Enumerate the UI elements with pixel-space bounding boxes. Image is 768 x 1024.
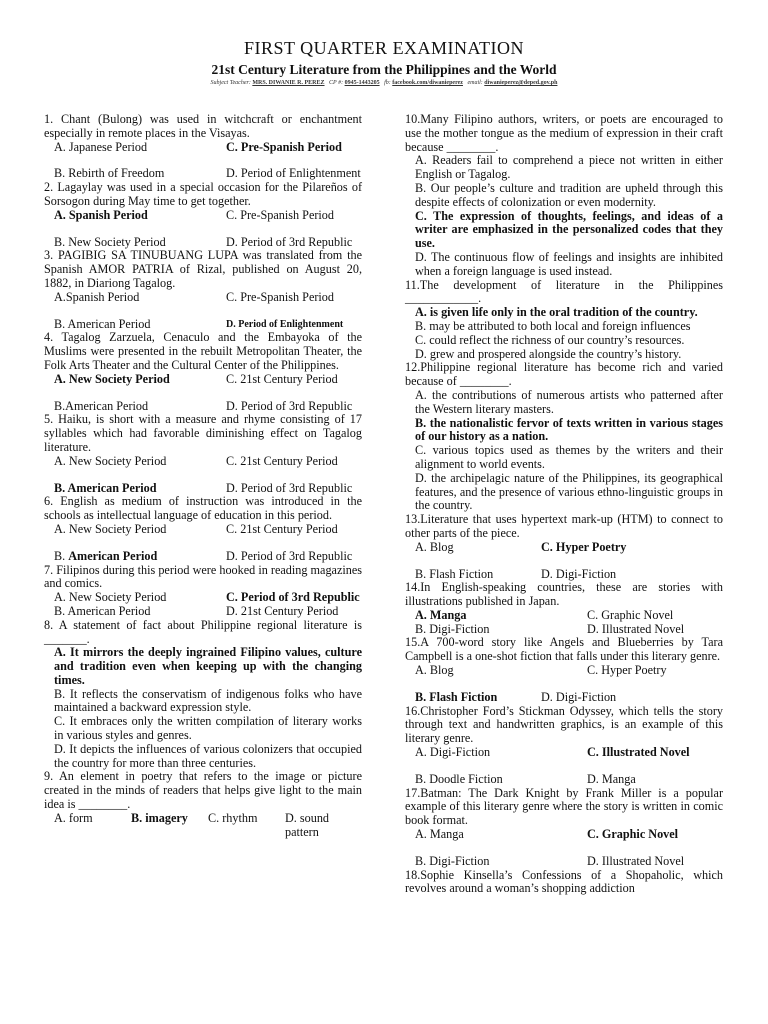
question-16: [405, 705, 723, 787]
option-b-answer[interactable]: B. Flash Fiction: [415, 689, 498, 704]
question-stem: 8. A statement of fact about Philippine regional literature is _______.: [44, 617, 362, 646]
question-stem: 6. English as medium of instruction was introduced in the schools as intellectual language of education in this period.: [44, 494, 362, 523]
option-d[interactable]: D. grew and prospered alongside the country’s history.: [415, 346, 682, 361]
option-c[interactable]: C. 21st Century Period: [226, 453, 338, 468]
option-b[interactable]: B. New Society Period: [54, 234, 166, 249]
question-7: [44, 564, 362, 619]
question-stem: 17.Batman: The Dark Knight by Frank Miller is a popular example of this literary genre where the story is written in comic book format.: [405, 785, 723, 828]
option-a[interactable]: A. Digi-Fiction: [415, 745, 491, 760]
question-stem: 3. PAGIBIG SA TINUBUANG LUPA was translated from the Spanish AMOR PATRIA of Rizal, published on August 20, 1882, in Diariong Tagalog.: [44, 248, 362, 290]
question-stem: 11.The development of literature in the Philippines ____________.: [405, 277, 723, 306]
option-c[interactable]: C. It embraces only the written compilation of literary works in various styles and genres.: [54, 714, 362, 743]
question-4: [44, 331, 362, 413]
question-stem: 7. Filipinos during this period were hooked in reading magazines and comics.: [44, 562, 362, 591]
teacher-label: Subject Teacher:: [210, 80, 251, 86]
option-d[interactable]: D. Illustrated Novel: [587, 621, 685, 636]
left-column: [44, 113, 362, 839]
question-stem: 14.In English-speaking countries, these are stories with illustrations published in Japan.: [405, 580, 723, 609]
option-b-answer[interactable]: [54, 550, 226, 564]
option-a[interactable]: A. New Society Period: [54, 453, 167, 468]
option-c[interactable]: C. various topics used as themes by the writers and their alignment to world events.: [415, 443, 723, 471]
email-link[interactable]: diwanieperez@deped.gov.ph: [484, 80, 558, 86]
question-15: [405, 636, 723, 704]
option-c[interactable]: C. Pre-Spanish Period: [226, 289, 334, 304]
option-b-text: American Period: [68, 548, 158, 563]
option-d[interactable]: D. Digi-Fiction: [541, 689, 617, 704]
question-17: [405, 787, 723, 869]
option-b[interactable]: B. Digi-Fiction: [415, 853, 490, 868]
option-a-answer[interactable]: A. It mirrors the deeply ingrained Filipino values, culture and tradition even when keeping up with the changing times.: [54, 645, 362, 687]
question-14: [405, 581, 723, 636]
option-b[interactable]: B. Digi-Fiction: [415, 621, 490, 636]
option-c[interactable]: C. 21st Century Period: [226, 371, 338, 386]
question-stem: 2. Lagaylay was used in a special occasion for the Pilareños of Sorsogon during May time to get together.: [44, 180, 362, 208]
fb-label: fb:: [384, 80, 391, 86]
option-b[interactable]: B. Our people’s culture and tradition are upheld through this despite effects of colonization or even modernity.: [415, 180, 723, 209]
question-stem: 16.Christopher Ford’s Stickman Odyssey, which tells the story through text and handwritten graphics, is an example of this literary genre.: [405, 703, 723, 746]
option-b[interactable]: B. Flash Fiction: [415, 566, 494, 581]
option-a[interactable]: A. Manga: [415, 827, 464, 842]
option-a[interactable]: A. New Society Period: [54, 590, 167, 605]
option-b[interactable]: B. Doodle Fiction: [415, 771, 503, 786]
question-3: [44, 249, 362, 331]
right-column: [405, 113, 723, 896]
question-6: [44, 495, 362, 563]
option-d[interactable]: D. Digi-Fiction: [541, 566, 617, 581]
option-a[interactable]: A. the contributions of numerous artists who patterned after the Western literary masters.: [415, 387, 723, 416]
option-b-answer[interactable]: B. the nationalistic fervor of texts written in various stages of our history as a nation.: [415, 415, 723, 444]
option-d-answer[interactable]: D. Period of Enlightenment: [226, 318, 344, 330]
cp-number: 0945-1443205: [344, 80, 380, 86]
exam-title: FIRST QUARTER EXAMINATION: [243, 38, 525, 58]
option-b-answer[interactable]: B. American Period: [54, 480, 157, 495]
question-stem: 15.A 700-word story like Angels and Blueberries by Tara Campbell is a one-shot fiction that falls under this literary genre.: [405, 635, 723, 664]
option-d[interactable]: D. 21st Century Period: [226, 603, 339, 618]
option-c[interactable]: C. Pre-Spanish Period: [226, 207, 334, 222]
option-c-answer[interactable]: C. Pre-Spanish Period: [226, 139, 342, 154]
option-a-answer[interactable]: A. is given life only in the oral tradition of the country.: [415, 305, 698, 320]
option-d[interactable]: D. Period of 3rd Republic: [226, 398, 353, 413]
question-1: [44, 113, 362, 181]
question-5: [44, 413, 362, 495]
option-c[interactable]: C. Hyper Poetry: [587, 663, 667, 678]
option-a-answer[interactable]: A. New Society Period: [54, 371, 170, 386]
question-8: [44, 619, 362, 771]
option-a[interactable]: A. New Society Period: [54, 521, 167, 536]
option-c-answer[interactable]: C. Illustrated Novel: [587, 745, 690, 760]
option-b[interactable]: B.American Period: [54, 398, 149, 413]
option-a[interactable]: A. Blog: [415, 539, 454, 554]
email-label: email:: [467, 80, 483, 86]
option-d[interactable]: D. The continuous flow of feelings and insights are inhibited when a foreign language is used instead.: [415, 249, 723, 278]
option-c[interactable]: C. Graphic Novel: [587, 607, 674, 622]
option-d[interactable]: D. Period of 3rd Republic: [226, 234, 353, 249]
option-c-answer[interactable]: C. Graphic Novel: [587, 827, 679, 842]
option-b-answer[interactable]: B. imagery: [131, 810, 188, 825]
fb-link[interactable]: facebook.com/diwanieperez: [392, 80, 463, 86]
question-stem: 10.Many Filipino authors, writers, or poets are encouraged to use the mother tongue as the medium of expression in their craft because ________.: [405, 112, 723, 154]
teacher-name: MRS. DIWANIE R. PEREZ: [252, 80, 325, 86]
option-b[interactable]: B. It reflects the conservatism of indigenous folks who have maintained a backward expression style.: [54, 686, 362, 715]
option-d[interactable]: D. sound pattern: [285, 810, 330, 839]
option-a-answer[interactable]: A. Manga: [415, 607, 467, 622]
option-a-answer[interactable]: A. Spanish Period: [54, 207, 148, 222]
question-12: [405, 361, 723, 513]
option-b[interactable]: B. may be attributed to both local and foreign influences: [415, 318, 691, 333]
question-stem: 5. Haiku, is short with a measure and rhyme consisting of 17 syllables which had favorable diminishing effect on Tagalog literature.: [44, 412, 362, 454]
option-c-answer[interactable]: C. The expression of thoughts, feelings, and ideas of a writer are emphasized in the personalized codes that they use.: [415, 208, 723, 251]
question-11: [405, 279, 723, 362]
option-a[interactable]: A. Readers fail to comprehend a piece not written in either English or Tagalog.: [415, 153, 723, 182]
question-stem: 18.Sophie Kinsella’s Confessions of a Shopaholic, which revolves around a woman’s shopping addiction: [405, 867, 723, 896]
option-b[interactable]: B. American Period: [54, 603, 151, 618]
option-a[interactable]: A. Japanese Period: [54, 139, 148, 154]
option-d[interactable]: D. Period of Enlightenment: [226, 166, 361, 181]
option-d[interactable]: D. Period of 3rd Republic: [226, 548, 353, 563]
option-d[interactable]: D. Illustrated Novel: [587, 853, 685, 868]
exam-subtitle: 21st Century Literature from the Philippines and the World: [211, 62, 557, 77]
question-stem: 12.Philippine regional literature has become rich and varied because of ________.: [405, 360, 723, 389]
option-a[interactable]: A.Spanish Period: [54, 289, 140, 304]
question-stem: 13.Literature that uses hypertext mark-up (HTM) to connect to other parts of the piece.: [405, 512, 723, 540]
option-b-prefix: B.: [54, 548, 66, 563]
option-d[interactable]: D. It depicts the influences of various colonizers that occupied the country for more than three centuries.: [54, 741, 362, 770]
question-stem: 9. An element in poetry that refers to the image or picture created in the minds of readers that helps give light to the main idea is ________.: [44, 769, 362, 812]
option-c-answer[interactable]: C. Hyper Poetry: [541, 539, 627, 554]
option-b[interactable]: B. American Period: [54, 316, 151, 331]
option-d[interactable]: D. Manga: [587, 771, 636, 786]
question-18: [405, 869, 723, 897]
option-c[interactable]: C. rhythm: [208, 810, 258, 825]
option-b[interactable]: B. Rebirth of Freedom: [54, 166, 165, 181]
option-d[interactable]: D. the archipelagic nature of the Philippines, its geographical features, and the presence of various ethno-linguistic groups in the country.: [415, 470, 723, 513]
question-2: [44, 181, 362, 249]
option-c-answer[interactable]: C. Period of 3rd Republic: [226, 590, 360, 605]
question-9: [44, 770, 362, 839]
question-13: [405, 513, 723, 581]
option-a[interactable]: A. form: [54, 810, 93, 825]
teacher-info-line: [0, 80, 768, 86]
question-10: [405, 113, 723, 279]
option-c[interactable]: C. could reflect the richness of our country’s resources.: [415, 332, 685, 347]
option-a[interactable]: A. Blog: [415, 663, 454, 678]
cp-label: CP #:: [329, 80, 344, 86]
option-d[interactable]: D. Period of 3rd Republic: [226, 480, 353, 495]
option-c[interactable]: C. 21st Century Period: [226, 521, 338, 536]
question-stem: 1. Chant (Bulong) was used in witchcraft or enchantment especially in remote places in the Visayas.: [44, 112, 362, 140]
question-stem: 4. Tagalog Zarzuela, Cenaculo and the Embayoka of the Muslims were presented in the rebuilt Metropolitan Theater, the Folk Arts Theater and the Cultural Center of the Philippines.: [44, 330, 362, 372]
